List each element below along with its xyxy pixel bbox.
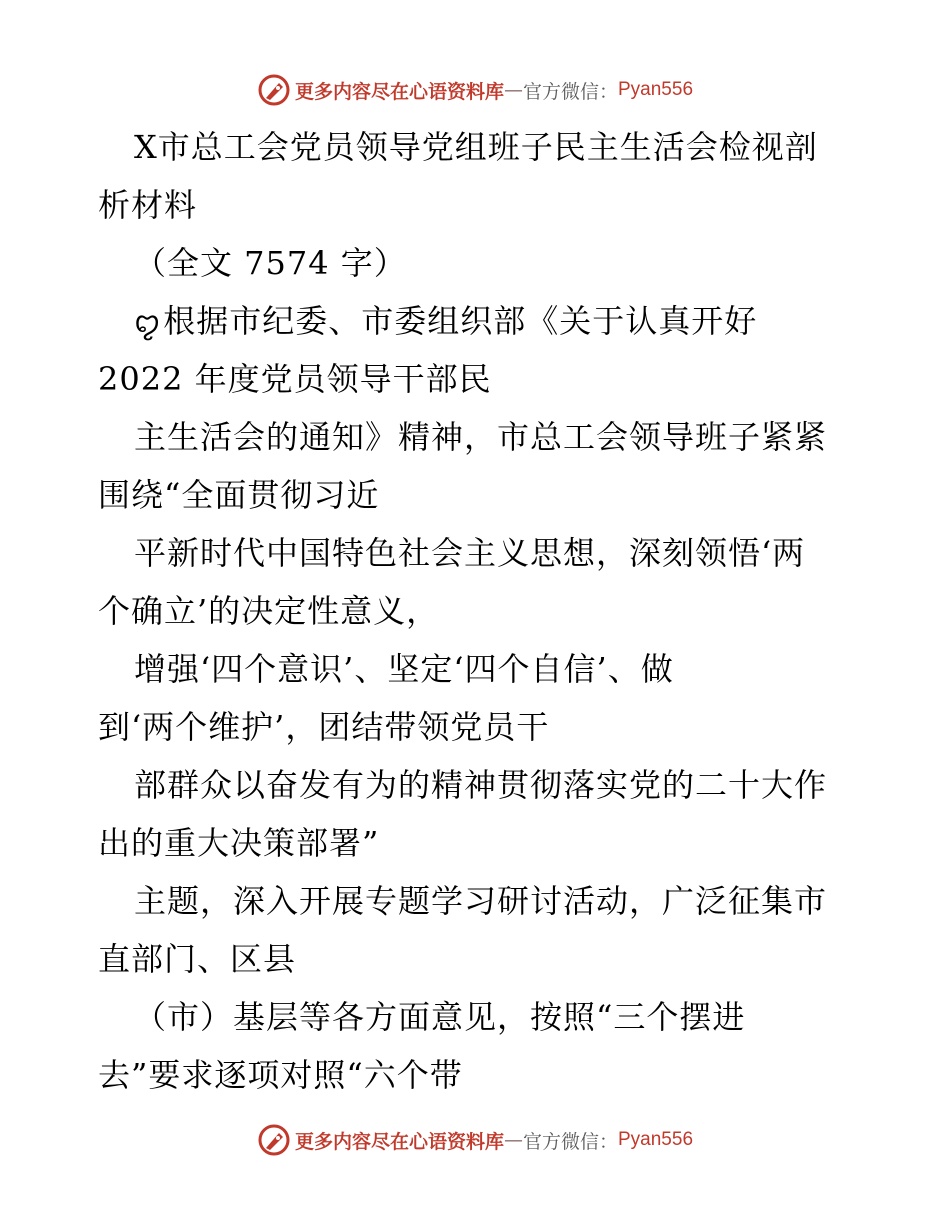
document-title-line-2: 析材料 xyxy=(98,186,198,224)
header-watermark xyxy=(0,70,950,110)
paragraph-line-text: 根据市纪委、市委组织部《关于认真开好 xyxy=(163,302,758,340)
paragraph-line: 2022 年度党员领导干部民 xyxy=(98,360,492,398)
paragraph-line: 直部门、区县 xyxy=(98,940,297,978)
paragraph-line: 主生活会的通知》精神，市总工会领导班子紧紧 xyxy=(134,418,828,456)
watermark-text-id: Pyan556 xyxy=(618,1129,694,1150)
paragraph-line: 个确立’的决定性意义， xyxy=(98,592,440,630)
watermark-text-main: 更多内容尽在心语资料库 xyxy=(294,1130,504,1153)
paragraph-line: 围绕“全面贯彻习近 xyxy=(98,476,380,514)
paragraph-line xyxy=(98,292,858,350)
pen-nib-circle-icon xyxy=(257,73,291,107)
document-body xyxy=(98,118,858,1104)
paragraph-line: 部群众以奋发有为的精神贯彻落实党的二十大作 xyxy=(134,766,828,804)
word-count-line: （全文 7574 字） xyxy=(134,244,407,282)
watermark-dash: — xyxy=(503,79,523,101)
watermark-text-wechat: 官方微信： xyxy=(522,1130,618,1153)
watermark-text-id: Pyan556 xyxy=(618,79,694,100)
paragraph-line: 平新时代中国特色社会主义思想，深刻领悟‘两 xyxy=(134,534,806,572)
watermark-text-main: 更多内容尽在心语资料库 xyxy=(294,80,504,103)
paragraph-line: 主题，深入开展专题学习研讨活动，广泛征集市 xyxy=(134,882,828,920)
document-title-line-1: X市总工会党员领导党组班子民主生活会检视剖 xyxy=(134,128,818,166)
decorative-flourish-icon: ꨄ xyxy=(134,306,162,339)
watermark-text-wechat: 官方微信： xyxy=(522,80,618,103)
paragraph-line: 出的重大决策部署” xyxy=(98,824,380,862)
watermark-dash: — xyxy=(503,1129,523,1151)
pen-nib-circle-icon xyxy=(257,1123,291,1157)
footer-watermark xyxy=(0,1120,950,1160)
paragraph-line: 增强‘四个意识’、坚定‘四个自信’、做 xyxy=(134,650,674,688)
paragraph-line: 去”要求逐项对照“六个带 xyxy=(98,1056,463,1094)
paragraph-line: 到‘两个维护’，团结带领党员干 xyxy=(98,708,550,746)
paragraph-line: （市）基层等各方面意见，按照“三个摆进 xyxy=(134,998,746,1036)
